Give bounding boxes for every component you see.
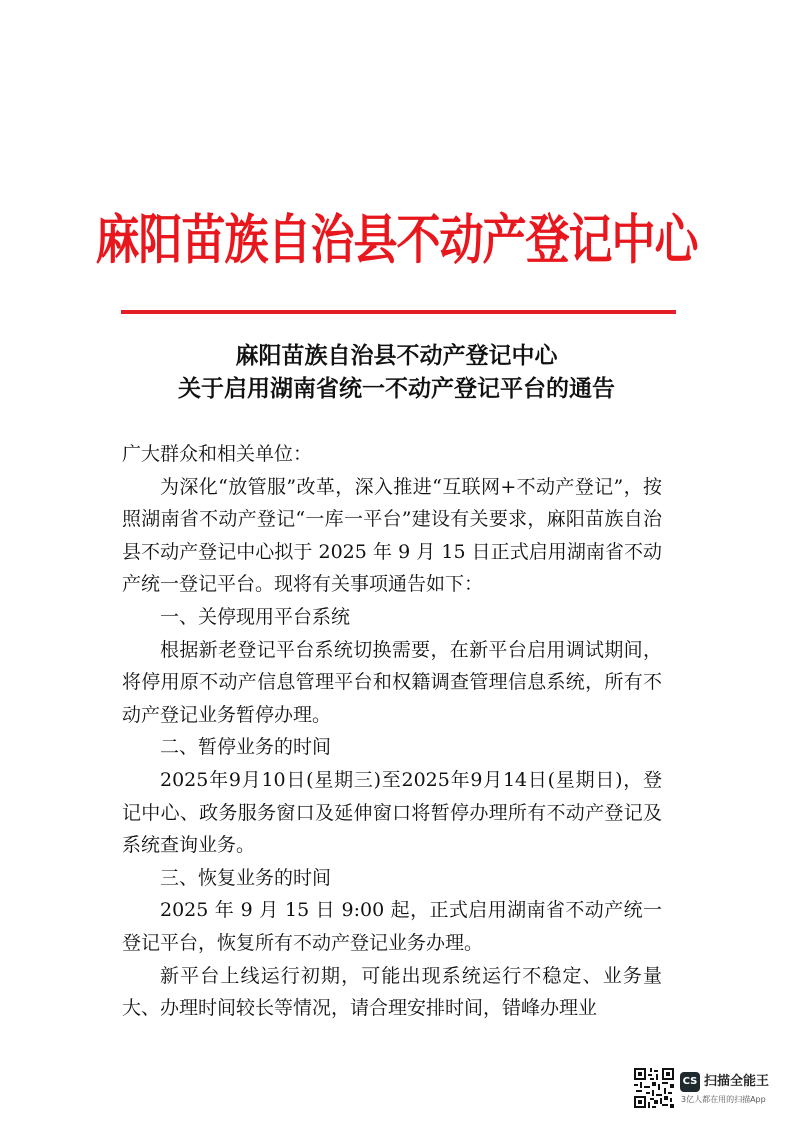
notice-title-line-1: 麻阳苗族自治县不动产登记中心 <box>235 343 558 369</box>
scanner-watermark <box>634 1068 784 1112</box>
letterhead-title: 麻阳苗族自治县不动产登记中心 <box>95 209 698 272</box>
notice-title-line-2: 关于启用湖南省统一不动产登记平台的通告 <box>178 376 615 402</box>
closing-paragraph: 新平台上线运行初期，可能出现系统运行不稳定、业务量大、办理时间较长等情况，请合理安排时间，错峰办理业 <box>122 964 662 1020</box>
section-heading-3: 三、恢复业务的时间 <box>160 866 332 889</box>
camscanner-name: 扫描全能王 <box>704 1074 770 1089</box>
section-paragraph-3: 2025 年 9 月 15 日 9:00 起，正式启用湖南省不动产统一登记平台，恢复所有不动产登记业务办理。 <box>122 899 662 954</box>
letterhead-red-rule <box>121 310 676 314</box>
section-paragraph-1: 根据新老登记平台系统切换需要，在新平台启用调试期间，将停用原不动产信息管理平台和权籍调查管理信息系统，所有不动产登记业务暂停办理。 <box>122 638 662 726</box>
section-paragraph-2: 2025年9月10日(星期三)至2025年9月14日(星期日)，登记中心、政务服务窗口及延伸窗口将暂停办理所有不动产登记及系统查询业务。 <box>122 768 662 857</box>
notice-title <box>0 340 793 406</box>
camscanner-slogan: 3亿人都在用的扫描App <box>681 1095 766 1104</box>
qr-code-icon <box>634 1068 674 1108</box>
section-heading-2: 二、暂停业务的时间 <box>160 736 332 759</box>
section-heading-1: 一、关停现用平台系统 <box>160 605 351 628</box>
camscanner-logo: CS <box>680 1072 700 1092</box>
notice-body <box>122 438 662 1025</box>
intro-paragraph: 为深化“放管服”改革，深入推进“互联网+不动产登记”，按照湖南省不动产登记“一库一平台”建设有关要求，麻阳苗族自治县不动产登记中心拟于 2025 年 9 月 15 日正式启用湖南省不动产统一登记平台。现将有关事项通告如下： <box>122 475 662 596</box>
salutation: 广大群众和相关单位： <box>122 443 313 465</box>
